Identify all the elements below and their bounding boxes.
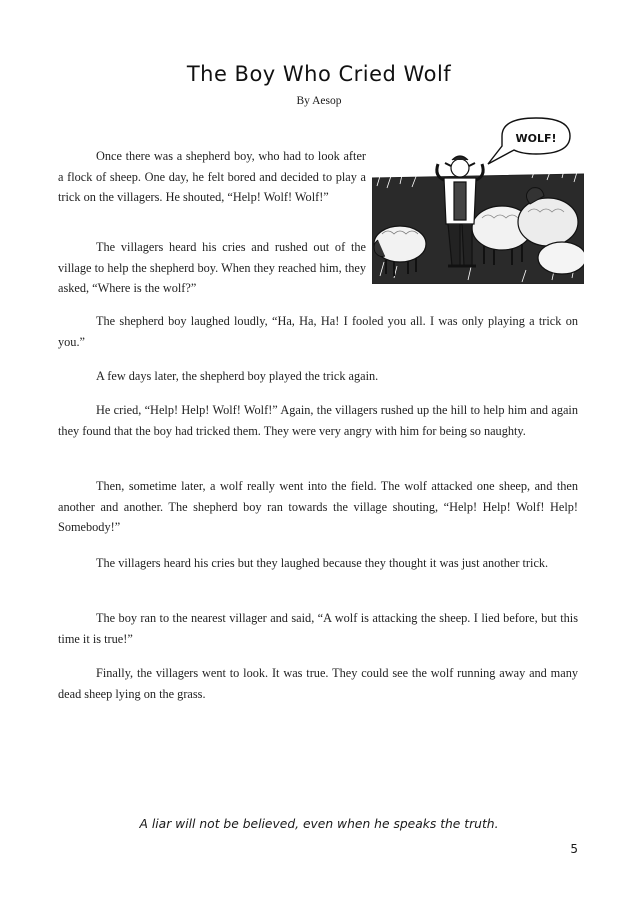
- story-moral: A liar will not be believed, even when he speaks the truth.: [139, 817, 499, 831]
- story-author: By Aesop: [296, 95, 342, 107]
- page-number: 5: [570, 842, 578, 856]
- paragraph-2: The villagers heard his cries and rushed out of the village to help the shepherd boy. When they reached him, they asked, “Where is the wolf?”: [58, 240, 366, 295]
- paragraph-8: The boy ran to the nearest villager and said, “A wolf is attacking the sheep. I lied before, but this time it is true!”: [58, 611, 578, 646]
- speech-bubble-text: WOLF!: [515, 132, 557, 145]
- paragraph-7: The villagers heard his cries but they laughed because they thought it was just another trick.: [96, 556, 549, 570]
- paragraph-3: The shepherd boy laughed loudly, “Ha, Ha, Ha! I fooled you all. I was only playing a trick on you.”: [58, 314, 578, 349]
- story-title: The Boy Who Cried Wolf: [186, 62, 452, 86]
- paragraph-9: Finally, the villagers went to look. It was true. They could see the wolf running away and many dead sheep lying on the grass.: [58, 666, 578, 701]
- paragraph-6: Then, sometime later, a wolf really went into the field. The wolf attacked one sheep, and then another and another. The shepherd boy ran towards the village shouting, “Help! Help! Wolf! Help! Somebody!”: [58, 479, 578, 534]
- paragraph-1: Once there was a shepherd boy, who had to look after a flock of sheep. One day, he felt bored and decided to play a trick on the villagers. He shouted, “Help! Wolf! Wolf!”: [58, 149, 366, 204]
- shepherd-boy-illustration: [372, 116, 584, 284]
- paragraph-5: He cried, “Help! Help! Wolf! Wolf!” Again, the villagers rushed up the hill to help him and again they found that the boy had tricked them. They were very angry with him for being so naughty.: [58, 403, 578, 438]
- paragraph-4: A few days later, the shepherd boy played the trick again.: [96, 369, 379, 383]
